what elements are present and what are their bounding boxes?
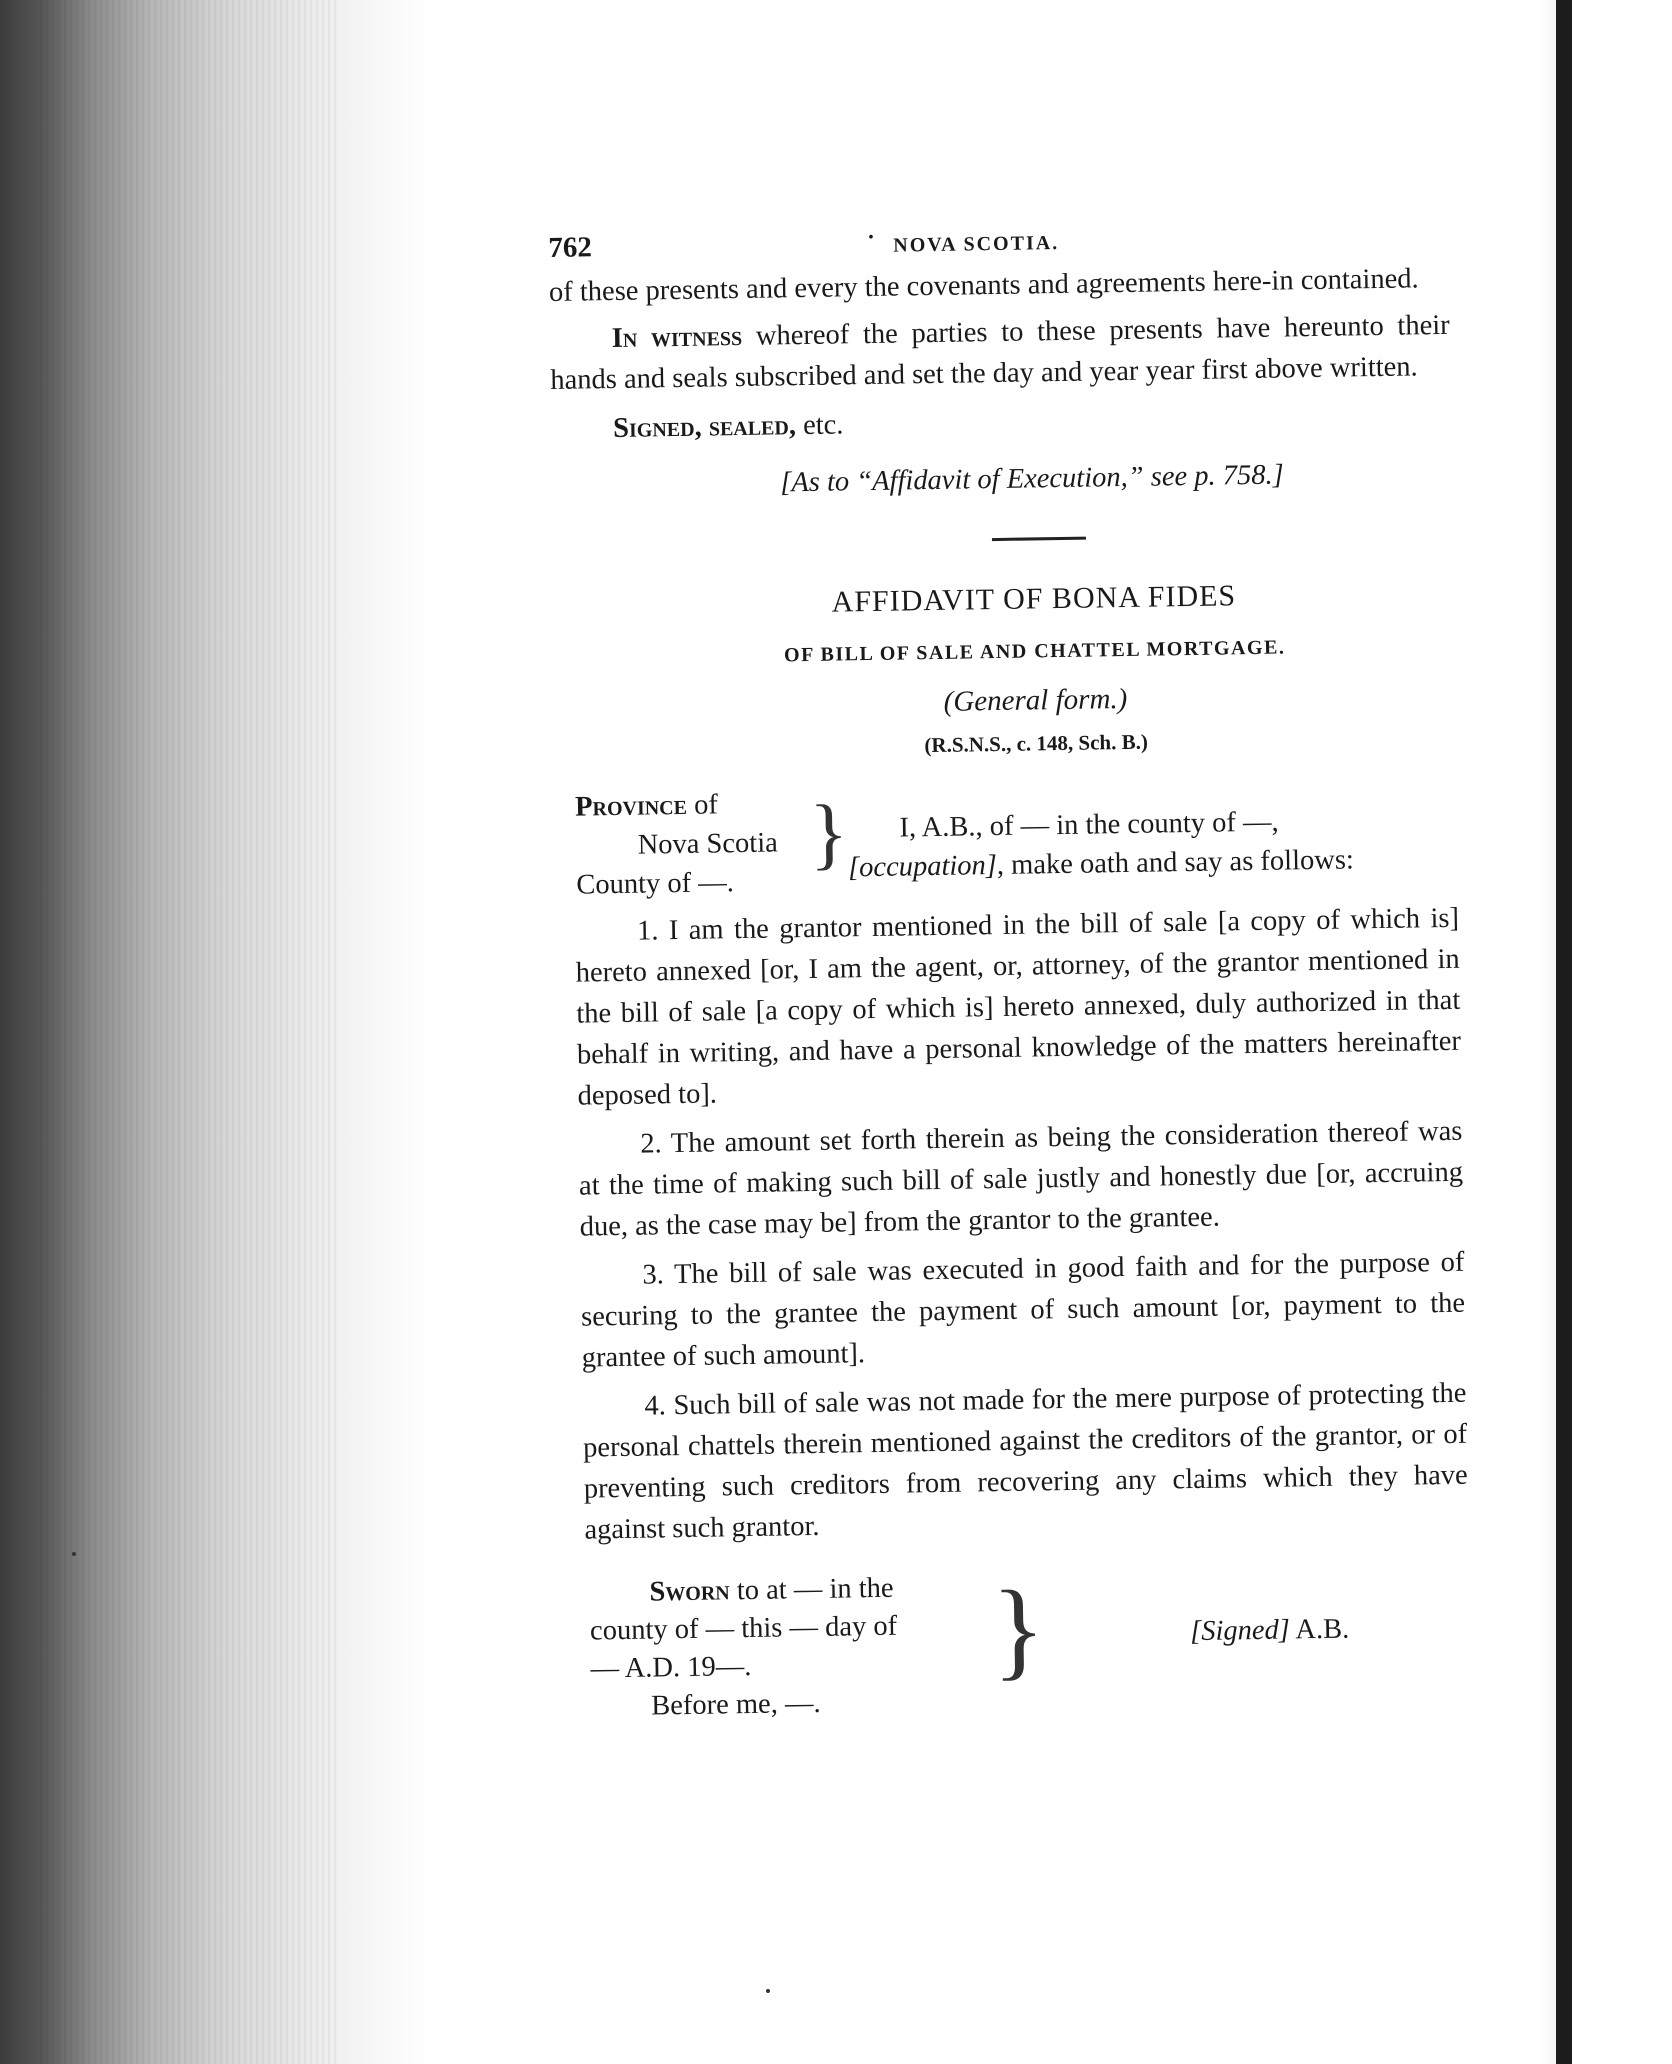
- witness-clause: [549, 305, 1450, 401]
- witness-text: whereof the parties to these presents have hereunto their hands and seals subscribed and set the day and year year first above written.: [550, 309, 1450, 396]
- deponent-line-1: I, A.B., of — in the county of —,: [899, 806, 1279, 844]
- deponent-statement: [847, 800, 1438, 887]
- province-name: Nova Scotia: [637, 827, 779, 861]
- page-edges-stack: [40, 0, 340, 2064]
- form-kind: (General form.): [943, 682, 1128, 718]
- page-number: 762: [548, 231, 593, 264]
- signed-sealed-line: [613, 395, 1452, 449]
- form-citation: (R.S.N.S., c. 148, Sch. B.): [924, 729, 1149, 758]
- jurat-brace: }: [991, 1567, 1046, 1691]
- scan-speck: [72, 1552, 76, 1556]
- deponent-line-2-rest: , make oath and say as follows:: [996, 844, 1355, 882]
- execution-reference: [As to “Affidavit of Execution,” see p. 758.]: [780, 459, 1284, 499]
- stray-mark: •: [868, 228, 874, 246]
- page-text-block: [548, 214, 1472, 1735]
- occupation-placeholder: [occupation]: [847, 850, 998, 884]
- form-subtitle: OF BILL OF SALE AND CHATTEL MORTGAGE.: [783, 636, 1286, 667]
- signed-rest: etc.: [795, 409, 844, 442]
- scan-speck: [766, 1989, 770, 1993]
- province-rest: of: [686, 789, 719, 821]
- deponent-line-2: [848, 839, 1439, 887]
- facing-page-edge: [1572, 0, 1672, 2064]
- county-line: County of —.: [576, 867, 735, 901]
- province-lead: Province: [574, 789, 688, 823]
- jurat-line-1: [589, 1568, 1010, 1613]
- venue-block: [557, 774, 1459, 908]
- signed-label: [Signed]: [1189, 1614, 1291, 1648]
- form-title: AFFIDAVIT OF BONA FIDES: [831, 579, 1237, 619]
- paragraph-4: 4. Such bill of sale was not made for the mere purpose of protecting the personal chattels therein mentioned against the creditors of the grantor, or of preventing such creditors from recovering any claims which they have against such grantor.: [582, 1377, 1468, 1546]
- jurat-line-4: Before me, —.: [650, 1687, 821, 1722]
- signed-lead: Signed, sealed,: [612, 410, 797, 444]
- paragraph-2: 2. The amount set forth therein as being the consideration thereof was at the time of making such bill of sale justly and honestly due [or, accruing due, as the case may be] from the grantor to the grantee.: [578, 1115, 1464, 1243]
- province-line: [575, 784, 816, 827]
- paragraph-1: 1. I am the grantor mentioned in the bill of sale [a copy of which is] hereto annexed [or, I am the agent, or, attorney, of the grantor mentioned in the bill of sale [a copy of which is] hereto annexed, duly authorized in that behalf in writing, and have a personal knowledge of the matters hereinafter deposed to].: [575, 902, 1462, 1112]
- jurat-line-2: county of — this — day of: [589, 1610, 898, 1647]
- witness-lead: In witness: [611, 320, 743, 355]
- venue-caption: [575, 784, 817, 905]
- continuation-paragraph: of these presents and every the covenants and agreements here-in contained.: [548, 263, 1419, 308]
- book-spine-shadow: [1556, 0, 1572, 2064]
- sworn-lead: Sworn: [649, 1575, 730, 1608]
- jurat-block: [569, 1561, 1471, 1735]
- signature-line: [1190, 1609, 1350, 1652]
- signatory-name: A.B.: [1289, 1613, 1350, 1646]
- paragraph-3: 3. The bill of sale was executed in good faith and for the purpose of securing to the grantee the payment of such amount [or, payment to the grantee of such amount].: [580, 1246, 1466, 1374]
- venue-brace: }: [808, 789, 849, 878]
- jurat-text: [589, 1568, 1011, 1727]
- jurat-line-3: — A.D. 19—.: [590, 1650, 752, 1685]
- section-rule: [992, 537, 1086, 541]
- jurat-line-1-rest: to at — in the: [729, 1572, 894, 1607]
- running-title: NOVA SCOTIA.: [893, 231, 1060, 257]
